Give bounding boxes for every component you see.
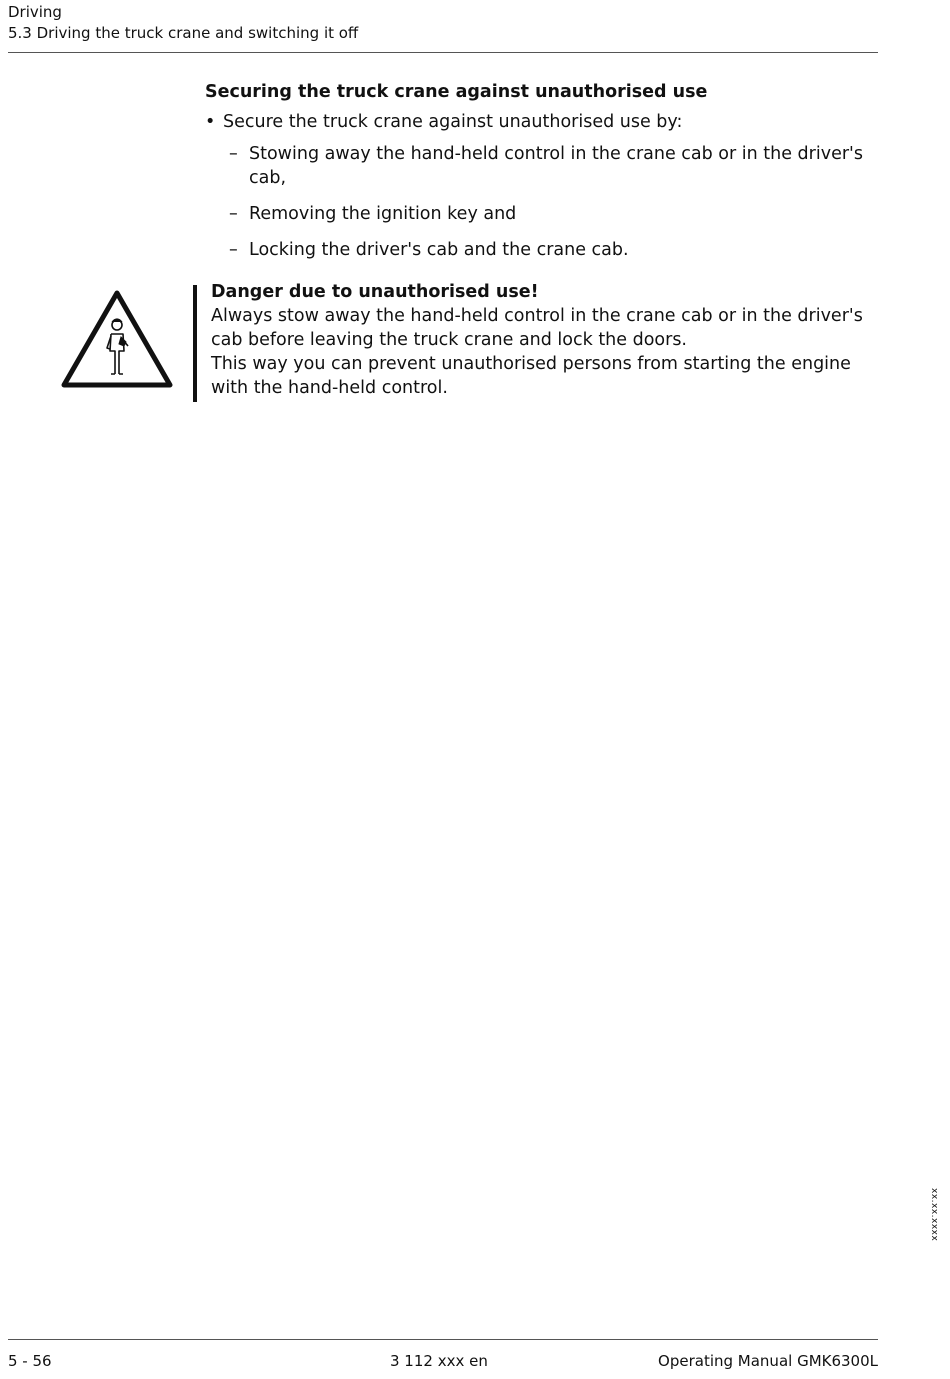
main-content — [205, 80, 880, 274]
warning-triangle-person-icon — [60, 288, 174, 390]
warning-title: Danger due to unauthorised use! — [211, 282, 539, 302]
warning-bar — [193, 285, 197, 402]
dash-mark: – — [229, 240, 238, 260]
bullet-text: Secure the truck crane against unauthorised use by: — [223, 112, 683, 132]
bullet-mark: • — [205, 112, 216, 132]
side-date-code: xx.xx.xxxx — [929, 1188, 939, 1242]
warning-block — [211, 280, 883, 400]
warning-paragraph: Always stow away the hand-held control in the crane cab or in the driver's cab before leaving the truck crane and lock the doors. — [211, 306, 863, 350]
dash-item — [205, 238, 880, 262]
section-heading: Securing the truck crane against unauthorised use — [205, 82, 708, 102]
dash-item-text: Locking the driver's cab and the crane cab. — [249, 240, 629, 260]
dash-item-text: Stowing away the hand-held control in the crane cab or in the driver's cab, — [249, 144, 863, 188]
section-title: 5.3 Driving the truck crane and switching it off — [8, 24, 359, 42]
dash-mark: – — [229, 204, 238, 224]
manual-title: Operating Manual GMK6300L — [658, 1352, 878, 1370]
footer-divider — [8, 1339, 878, 1340]
dash-mark: – — [229, 144, 238, 164]
document-number: 3 112 xxx en — [390, 1352, 488, 1370]
warning-paragraph: This way you can prevent unauthorised persons from starting the engine with the hand-held control. — [211, 354, 851, 398]
page-number: 5 - 56 — [8, 1352, 52, 1370]
dash-item-text: Removing the ignition key and — [249, 204, 517, 224]
dash-item — [205, 202, 880, 226]
dash-list — [205, 142, 880, 262]
page-header — [8, 2, 878, 44]
chapter-title: Driving — [8, 3, 62, 21]
dash-item — [205, 142, 880, 190]
header-divider — [8, 52, 878, 53]
bullet-item — [205, 110, 880, 134]
